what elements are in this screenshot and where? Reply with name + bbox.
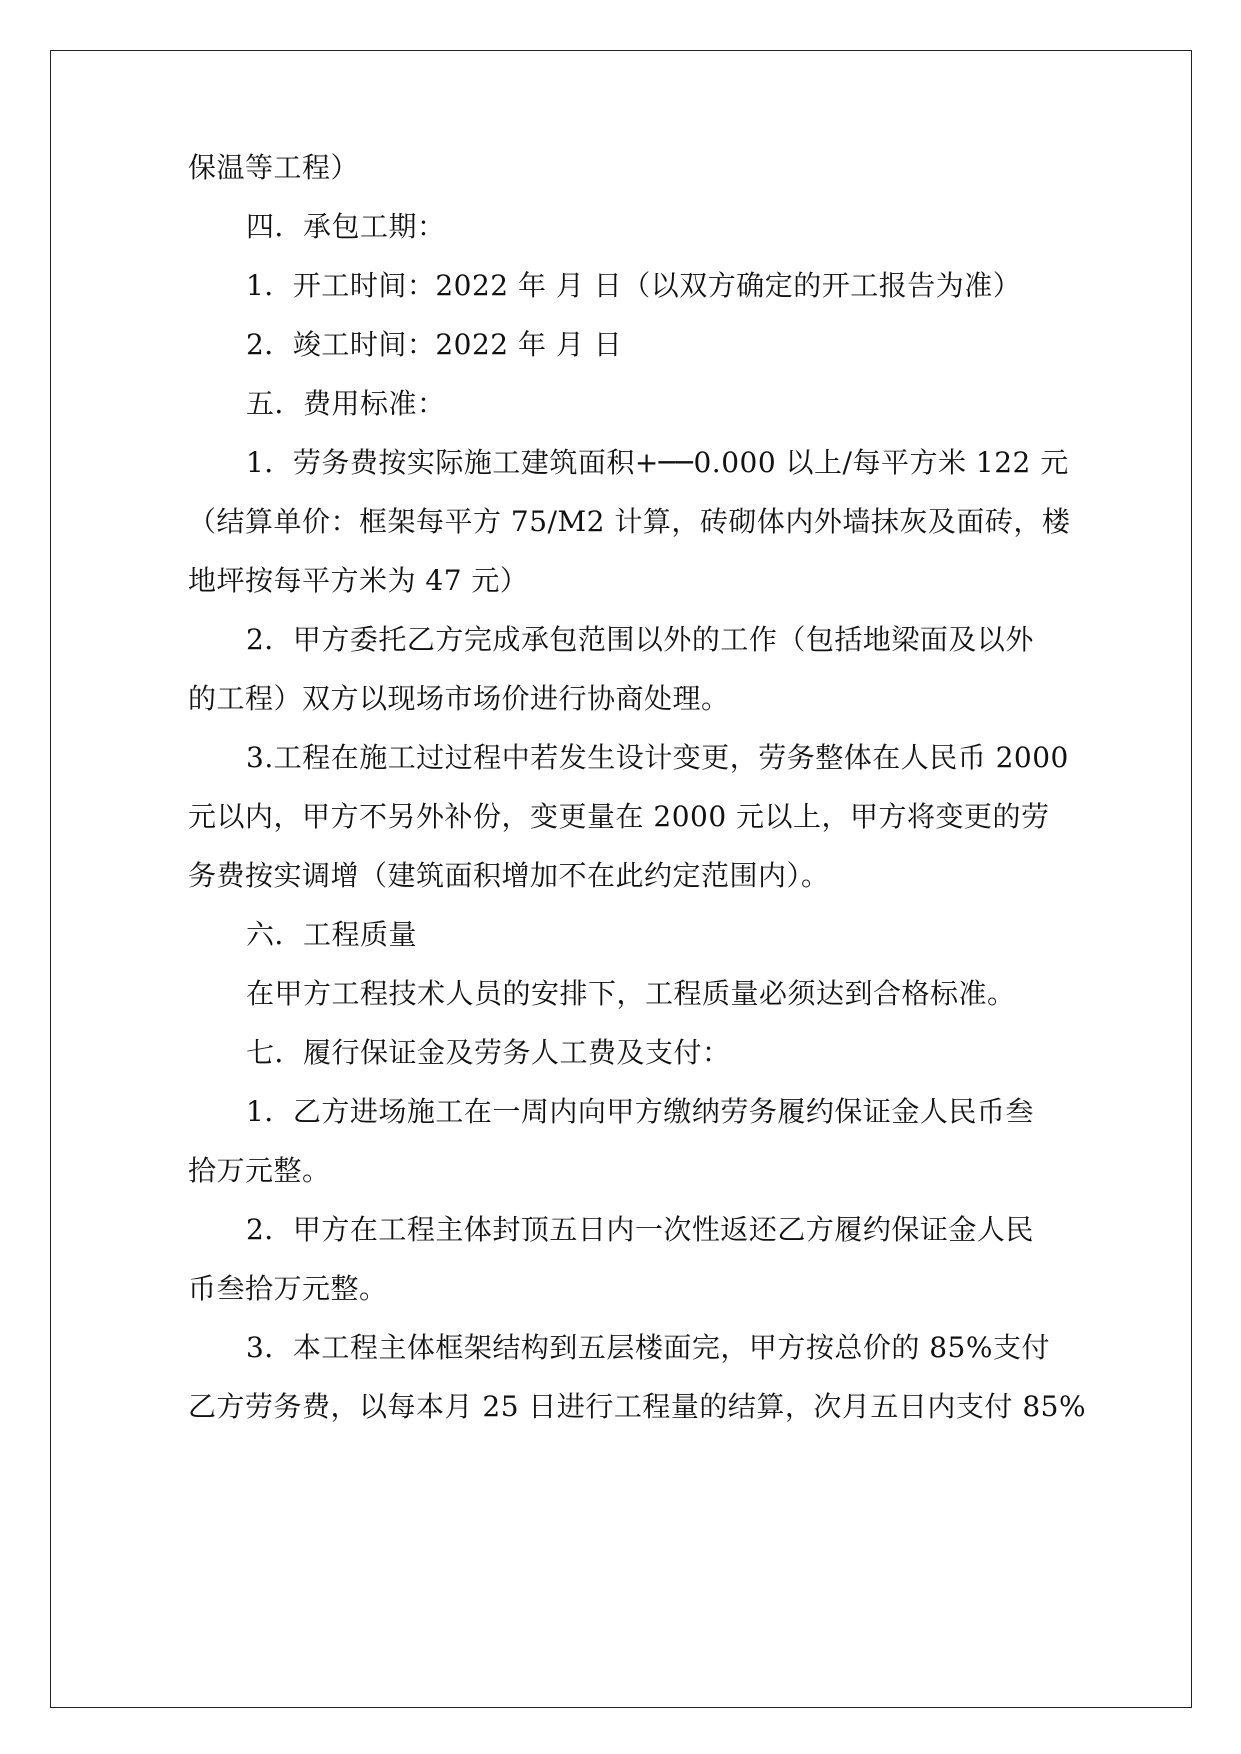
- section-heading-deposit-payment: 七．履行保证金及劳务人工费及支付：: [246, 1036, 731, 1069]
- paragraph-line: 1．开工时间：2022 年 月 日（以双方确定的开工报告为准）: [246, 269, 1022, 302]
- paragraph-line: 元以内，甲方不另外补份，变更量在 2000 元以上，甲方将变更的劳: [188, 800, 1050, 833]
- paragraph-line: 2．甲方在工程主体封顶五日内一次性返还乙方履约保证金人民: [246, 1213, 1034, 1246]
- section-heading-construction-period: 四．承包工期：: [246, 210, 446, 243]
- paragraph-line: （结算单价：框架每平方 75/M2 计算，砖砌体内外墙抹灰及面砖，楼: [188, 505, 1071, 538]
- paragraph-line: 乙方劳务费，以每本月 25 日进行工程量的结算，次月五日内支付 85%: [188, 1390, 1087, 1423]
- paragraph-line: 务费按实调增（建筑面积增加不在此约定范围内）。: [188, 859, 830, 892]
- paragraph-line: 币叁拾万元整。: [188, 1272, 388, 1305]
- paragraph-line: 的工程）双方以现场市场价进行协商处理。: [188, 682, 730, 715]
- section-heading-quality: 六．工程质量: [246, 918, 418, 951]
- paragraph-line: 保温等工程）: [188, 151, 360, 184]
- paragraph-line: 1．乙方进场施工在一周内向甲方缴纳劳务履约保证金人民币叁: [246, 1095, 1034, 1128]
- paragraph-line: 在甲方工程技术人员的安排下，工程质量必须达到合格标准。: [246, 977, 1016, 1010]
- paragraph-line: 3.工程在施工过过程中若发生设计变更，劳务整体在人民币 2000: [246, 741, 1069, 774]
- paragraph-line: 地坪按每平方米为 47 元）: [188, 564, 529, 597]
- paragraph-line: 1．劳务费按实际施工建筑面积+──0.000 以上/每平方米 122 元: [246, 446, 1069, 479]
- section-heading-fee-standard: 五．费用标准：: [246, 387, 446, 420]
- paragraph-line: 2．竣工时间：2022 年 月 日: [246, 328, 623, 361]
- paragraph-line: 3．本工程主体框架结构到五层楼面完，甲方按总价的 85%支付: [246, 1331, 1050, 1364]
- paragraph-line: 2．甲方委托乙方完成承包范围以外的工作（包括地梁面及以外: [246, 623, 1034, 656]
- paragraph-line: 拾万元整。: [188, 1154, 331, 1187]
